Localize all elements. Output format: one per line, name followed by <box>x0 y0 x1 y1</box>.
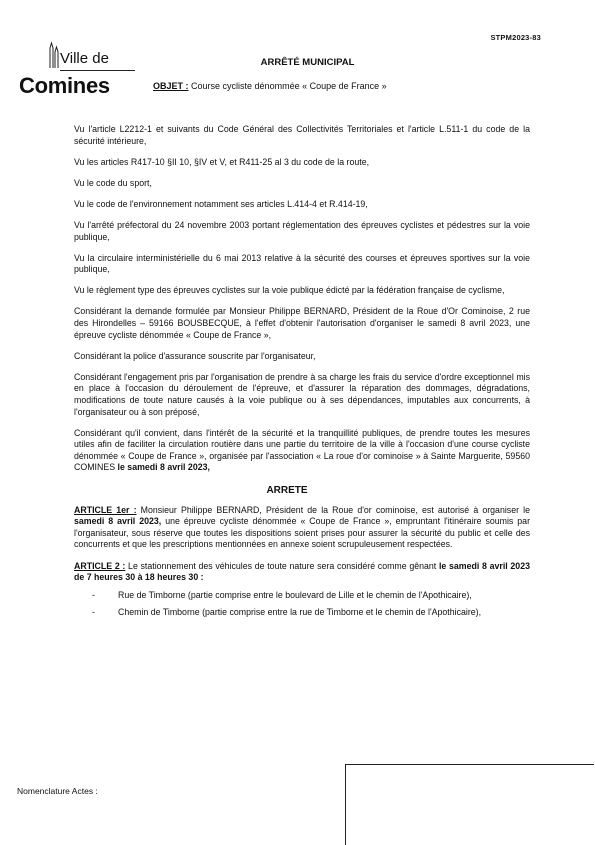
logo-ville-text: Ville de <box>60 50 109 67</box>
considerant-last-text: Considérant qu'il convient, dans l'intérêt de la sécurité et la tranquillité publiques, de prendre toutes les mesures utiles afin de faciliter la circulation routière dans une partie du territoire de la ville à l'occasion d'une course cycliste dénommée « Coupe de France », organisée par l'association « La roue d'or cominoise » à Sainte Marguerite, 59560 COMINES <box>74 427 530 473</box>
logo-underline <box>60 70 135 71</box>
article-2-text: Le stationnement des véhicules de toute nature sera considéré comme gênant <box>128 560 437 571</box>
considerant: Considérant la police d'assurance souscrite par l'organisateur, <box>74 350 316 361</box>
list-item: - Chemin de Timborne (partie comprise entre la rue de Timborne et le chemin de l'Apothicaire), <box>74 607 530 619</box>
considerant: Vu l'article L2212-1 et suivants du Code Général des Collectivités Territoriales et l'article L.511-1 du code de la sécurité intérieure, <box>74 124 530 146</box>
objet-label: OBJET : <box>153 81 189 91</box>
article-1 <box>74 505 530 551</box>
document-body <box>74 124 530 625</box>
considerant: Vu le code de l'environnement notamment ses articles L.414-4 et R.414-19, <box>74 198 368 209</box>
article-1-label: ARTICLE 1er : <box>74 504 137 515</box>
city-logo <box>16 38 136 98</box>
logo-comines-text: Comines <box>19 73 110 98</box>
document-title: ARRÊTÉ MUNICIPAL <box>260 57 355 68</box>
considerant: Vu le règlement type des épreuves cyclistes sur la voie publique édicté par la fédération française de cyclisme, <box>74 285 505 296</box>
article-1-text-b: une épreuve cycliste dénommée « Coupe de France », empruntant l'itinéraire soumis par l'organisateur, sous réserve que toutes les dispositions soient prises pour assurer la sécurité du public et celle des concurrents et que les prescriptions mentionnées en annexe soient scrupuleusement respectées. <box>74 516 530 550</box>
article-1-text-a: Monsieur Philippe BERNARD, Président de la Roue d'or cominoise, est autorisé à organiser le <box>140 504 530 515</box>
article-1-date: samedi 8 avril 2023, <box>74 516 162 527</box>
considerant: Vu la circulaire interministérielle du 6 mai 2013 relative à la sécurité des courses et épreuves sportives sur la voie publique, <box>74 252 530 275</box>
considerant: Vu le code du sport, <box>74 177 152 188</box>
considerant: Considérant la demande formulée par Monsieur Philippe BERNARD, Président de la Roue d'Or Cominoise, 2 rue des Hirondelles – 59166 BOUSBECQUE, à l'effet d'obtenir l'autorisation d'organiser le samedi 8 avril 2023, une épreuve cycliste dénommée « Coupe de France », <box>74 306 530 340</box>
considerant: Considérant l'engagement pris par l'organisation de prendre à sa charge les frais du service d'ordre exceptionnel mis en place à l'occasion du déroulement de l'épreuve, et d'assurer la réparation des dommages, dégradations, modifications de toute nature causés à la voie publique ou à ses dépendances, imputables aux concurrents, à l'organisateur ou à son préposé, <box>74 371 530 417</box>
nomenclature-label: Nomenclature Actes : <box>17 786 98 796</box>
arrete-heading: ARRETE <box>266 485 308 497</box>
considerant: Vu l'arrêté préfectoral du 24 novembre 2003 portant réglementation des épreuves cyclistes et pédestres sur la voie publique, <box>74 219 530 242</box>
article-2-label: ARTICLE 2 : <box>74 560 126 571</box>
considerant-last <box>74 428 530 474</box>
list-item: - Rue de Timborne (partie comprise entre le boulevard de Lille et le chemin de l'Apothicaire), <box>74 590 530 602</box>
signature-box <box>345 764 594 845</box>
considerant-last-date: le samedi 8 avril 2023, <box>117 462 210 473</box>
document-reference: STPM2023-83 <box>490 33 541 42</box>
considerant: Vu les articles R417-10 §II 10, §IV et V, et R411-25 al 3 du code de la route, <box>74 156 370 167</box>
street-list <box>74 590 530 619</box>
objet-line <box>153 81 387 91</box>
article-2 <box>74 561 530 584</box>
article-2-date: le samedi 8 avril 2023 de 7 heures 30 à 18 heures 30 : <box>74 560 530 583</box>
objet-text: Course cycliste dénommée « Coupe de France » <box>191 81 387 91</box>
